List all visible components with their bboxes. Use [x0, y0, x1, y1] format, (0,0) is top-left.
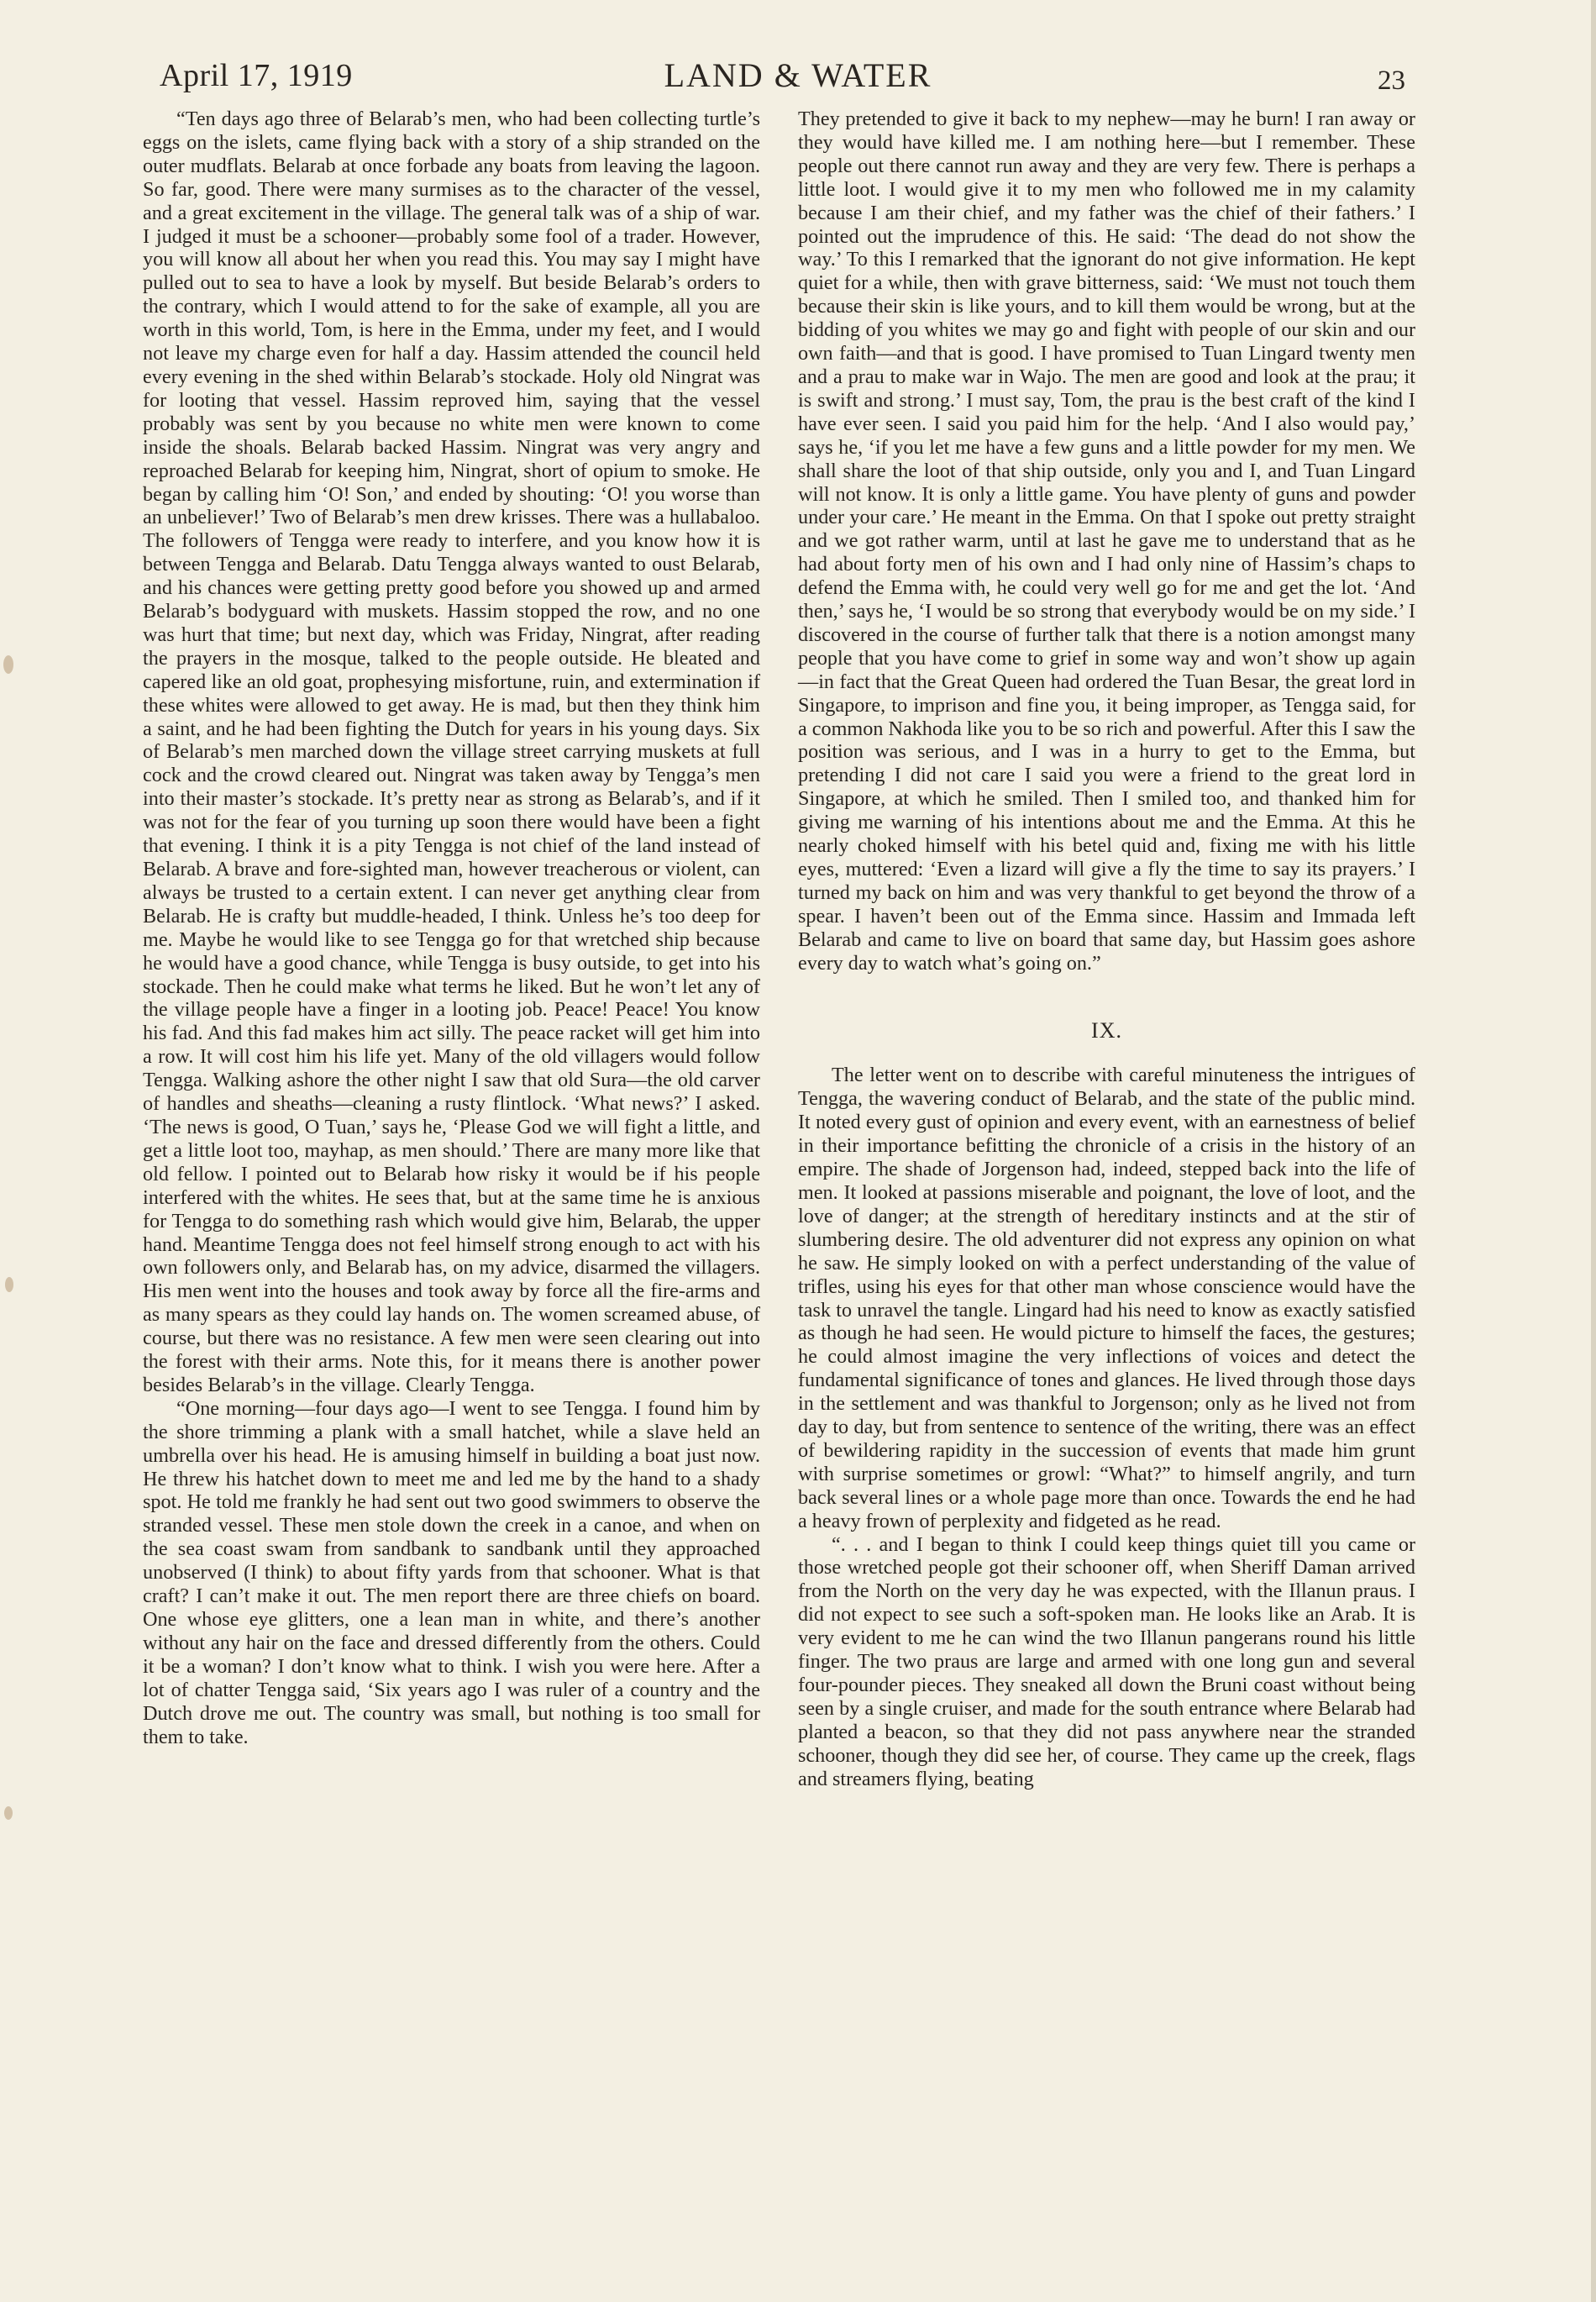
paper-stain	[5, 1277, 13, 1292]
publication-title: LAND & WATER	[664, 56, 932, 94]
paper-stain	[3, 655, 13, 674]
left-paragraph-1: “Ten days ago three of Belarab’s men, who had been collecting turtle’s eggs on the islets, came flying back with a story of a ship stranded on the outer mudflats. Belarab at once forbade any boats from leaving the lagoon. So far, good. There were many surmises as to the character of the vessel, and a great excitement in the village. The general talk was of a ship of war. I judged it must be a schooner—probably some fool of a trader. However, you will know all about her when you read this. You may say I might have pulled out to sea to have a look by myself. But beside Belarab’s orders to the contrary, which I would attend to for the sake of example, all you are worth in this world, Tom, is here in the Emma, under my feet, and I would not leave my charge even for half a day. Hassim attended the council held every evening in the shed within Belarab’s stockade. Holy old Ningrat was for looting that vessel. Hassim reproved him, saying that the vessel probably was sent by you because no white men were known to come inside the shoals. Belarab backed Hassim. Ningrat was very angry and reproached Belarab for keeping him, Ningrat, short of opium to smoke. He began by calling him ‘O! Son,’ and ended by shouting: ‘O! you worse than an unbeliever!’ Two of Belarab’s men drew krisses. There was a hullabaloo. The followers of Tengga were ready to interfere, and you know how it is between Tengga and Belarab. Datu Tengga always wanted to oust Belarab, and his chances were getting pretty good before you showed up and armed Belarab’s bodyguard with muskets. Hassim stopped the row, and no one was hurt that time; but next day, which was Friday, Ningrat, after reading the prayers in the mosque, talked to the people outside. He bleated and capered like an old goat, prophesying misfortune, ruin, and extermination if these whites were allowed to get away. He is mad, but then they think him a saint, and he had been fighting the Dutch for years in his young days. Six of Belarab’s men marched down the village street carrying muskets at full cock and the crowd cleared out. Ningrat was taken away by Tengga’s men into their master’s stockade. It’s pretty near as strong as Belarab’s, and if it was not for the fear of you turning up soon there would have been a fight that evening. I think it is a pity Tengga is not chief of the land instead of Belarab. A brave and fore-sighted man, however treacherous or violent, can always be trusted to a certain extent. I can never get anything clear from Belarab. He is crafty but muddle-headed, I think. Unless he’s too deep for me. Maybe he would like to see Tengga go for that wretched ship because he would have a good chance, while Tengga is busy outside, to get into his stockade. Then he could make what terms he liked. But he won’t let any of the village people have a finger in a looting job. Peace! Peace! You know his fad. And this fad makes him act silly. The peace racket will get him into a row. It will cost him his life yet. Many of the old villagers would follow Tengga. Walking ashore the other night I saw that old Sura—the old carver of handles and sheaths—cleaning a rusty flintlock. ‘What news?’ I asked. ‘The news is good, O Tuan,’ says he, ‘Please God we will fight a little, and get a little loot too, mayhap, as men should.’ There are many more like that old fellow. I pointed out to Belarab how risky it would be if his people interfered with the whites. He sees that, but at the same time he is anxious for Tengga to do something rash which would give him, Belarab, the upper hand. Meantime Tengga does not feel himself strong enough to act with his own followers only, and Belarab has, on my advice, disarmed the villagers. His men went into the houses and took away by force all the fire-arms and as many spears as they could lay hands on. The women screamed abuse, of course, but there was no resistance. A few men were seen clearing out into the forest with their arms. Note this, for it means there is another power besides Belarab’s in the village. Clearly Tengga.	[143, 108, 760, 1396]
page-number: 23	[1378, 66, 1405, 96]
page-edge	[1591, 0, 1596, 2302]
paper-stain	[4, 1806, 13, 1820]
left-paragraph-2: “One morning—four days ago—I went to see Tengga. I found him by the shore trimming a plank with a small hatchet, while a slave held an umbrella over his head. He is amusing himself in building a boat just now. He threw his hatchet down to meet me and led me by the hand to a shady spot. He told me frankly he had sent out two good swimmers to observe the stranded vessel. These men stole down the creek in a canoe, and when on the sea coast swam from sandbank to sandbank until they approached unobserved (I think) to about fifty yards from that schooner. What is that craft? I can’t make it out. The men report there are three chiefs on board. One whose eye glitters, one a lean man in white, and there’s another without any hair on the face and dressed differently from the others. Could it be a woman? I don’t know what to think. I wish you were here. After a lot of chatter Tengga said, ‘Six years ago I was ruler of a country and the Dutch drove me out. The country was small, but nothing is too small for them to take.	[143, 1396, 760, 1748]
page-header	[0, 0, 1596, 109]
right-column	[798, 108, 1415, 1791]
right-paragraph-3: “. . . and I began to think I could keep things quiet till you came or those wretched people got their schooner off, when Sheriff Daman arrived from the North on the very day he was expected, with the Illanun praus. I did not expect to see such a soft-spoken man. He looks like an Arab. It is very evident to me he can wind the two Illanun pangerans round his little finger. The two praus are large and armed with one long gun and several four-pounder pieces. They sneaked all down the Bruni coast without being seen by a single cruiser, and made for the south entrance where Belarab had planted a beacon, so that they did not pass anywhere near the stranded schooner, though they did see her, of course. They came up the creek, flags and streamers flying, beating	[798, 1532, 1415, 1790]
left-column	[143, 108, 760, 1748]
right-paragraph-2: The letter went on to describe with careful minuteness the intrigues of Tengga, the wavering conduct of Belarab, and the state of the public mind. It noted every gust of opinion and every event, with an earnestness of belief in their importance befitting the chronicle of a crisis in the history of an empire. The shade of Jorgenson had, indeed, stepped back into the life of men. It looked at passions miserable and poignant, the love of loot, and the love of danger; at the strength of hereditary instincts and at the stir of slumbering desire. The old adventurer did not express any opinion on what he saw. He simply looked on with a perfect understanding of the value of trifles, using his eyes for that other man whose conscience would have the task to unravel the tangle. Lingard had his need to know as exactly satisfied as though he had seen. He would picture to himself the faces, the gestures; he could almost imagine the very inflections of voices and detect the fundamental significance of tones and glances. He lived through those days in the settlement and was thankful to Jorgenson; only as he lived not from day to day, but from sentence to sentence of the writing, there was an effect of bewildering rapidity in the succession of events that made him grunt with surprise sometimes or growl: “What?” to himself angrily, and turn back several lines or a whole page more than once. Towards the end he had a heavy frown of perplexity and fidgeted as he read.	[798, 1064, 1415, 1532]
right-paragraph-1: They pretended to give it back to my nephew—may he burn! I ran away or they would have killed me. I am nothing here—but I remember. These people out there cannot run away and they are very few. There is perhaps a little loot. I would give it to my men who followed me in my calamity because I am their chief, and my father was the chief of their fathers.’ I pointed out the imprudence of this. He said: ‘The dead do not show the way.’ To this I remarked that the ignorant do not give information. He kept quiet for a while, then with grave bitterness, said: ‘We must not touch them because their skin is like yours, and to kill them would be wrong, but at the bidding of you whites we may go and fight with people of our skin and our own faith—and that is good. I have promised to Tuan Lingard twenty men and a prau to make war in Wajo. The men are good and look at the prau; it is swift and strong.’ I must say, Tom, the prau is the best craft of the kind I have ever seen. I said you paid him for the help. ‘And I also would pay,’ says he, ‘if you let me have a few guns and a little powder for my men. We shall share the loot of that ship outside, only you and I, and Tuan Lingard will not know. It is only a little game. You have plenty of guns and powder under your care.’ He meant in the Emma. On that I spoke out pretty straight and we got rather warm, until at last he gave me to understand that as he had about forty men of his own and I had only nine of Hassim’s chaps to defend the Emma with, he could very well go for me and get the lot. ‘And then,’ says he, ‘I would be so strong that everybody would be on my side.’ I discovered in the course of further talk that there is a notion amongst many people that you have come to grief in some way and won’t show up again—in fact that the Great Queen had ordered the Tuan Besar, the great lord in Singapore, to imprison and fine you, it being improper, as Tengga said, for a common Nakhoda like you to be so rich and powerful. After this I saw the position was serious, and I was in a hurry to get to the Emma, but pretending I did not care I said you were a friend to the great lord in Singapore, at which he smiled. Then I smiled too, and thanked him for giving me warning of his intentions about me and the Emma. At this he nearly choked himself with his betel quid and, fixing me with his little eyes, muttered: ‘Even a lizard will give a fly the time to say its prayers.’ I turned my back on him and was very thankful to get beyond the throw of a spear. I haven’t been out of the Emma since. Hassim and Immada left Belarab and came to live on board that same day, but Hassim goes ashore every day to watch what’s going on.”	[798, 108, 1415, 975]
issue-date: April 17, 1919	[160, 58, 353, 93]
section-heading: IX.	[1091, 1017, 1122, 1043]
